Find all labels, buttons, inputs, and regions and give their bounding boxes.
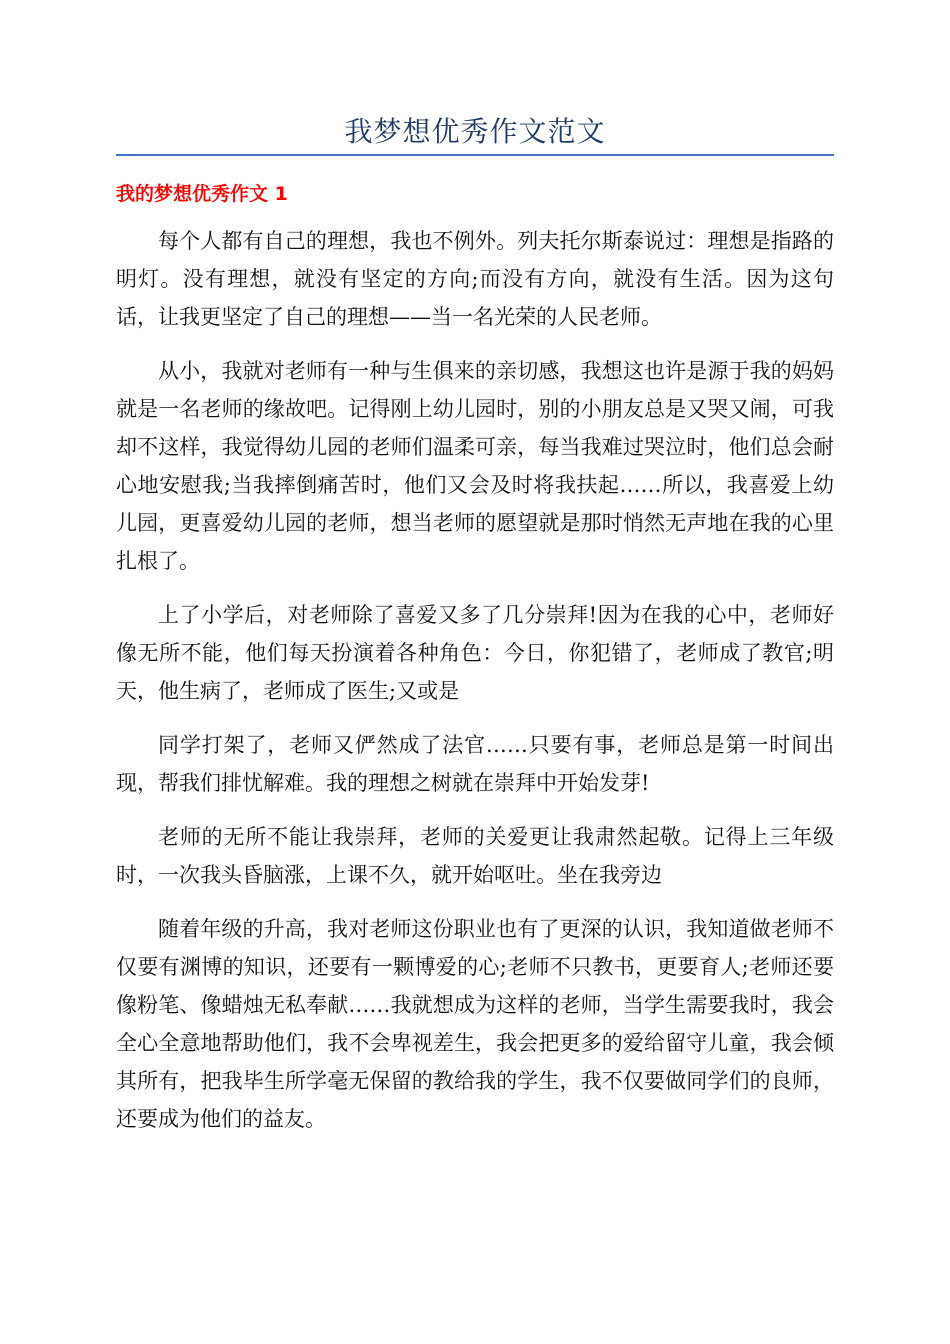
paragraph-3: 上了小学后，对老师除了喜爱又多了几分崇拜!因为在我的心中，老师好像无所不能，他们每天扮演着各种角色：今日，你犯错了，老师成了教官;明天，他生病了，老师成了医生;又或是	[116, 603, 834, 703]
document-title: 我梦想优秀作文范文	[344, 115, 606, 148]
paragraph-6: 随着年级的升高，我对老师这份职业也有了更深的认识，我知道做老师不仅要有渊博的知识，还要有一颗博爱的心;老师不只教书，更要育人;老师还要像粉笔、像蜡烛无私奉献……我就想成为这样的老师，当学生需要我时，我会全心全意地帮助他们，我不会卑视差生，我会把更多的爱给留守儿童，我会倾其所有，把我毕生所学毫无保留的教给我的学生，我不仅要做同学们的良师，还要成为他们的益友。	[116, 917, 834, 1131]
section-heading: 我的梦想优秀作文 1	[116, 183, 288, 205]
paragraph-5: 老师的无所不能让我崇拜，老师的关爱更让我肃然起敬。记得上三年级时，一次我头昏脑涨，上课不久，就开始呕吐。坐在我旁边	[116, 825, 834, 887]
paragraph-4: 同学打架了，老师又俨然成了法官……只要有事，老师总是第一时间出现，帮我们排忧解难。我的理想之树就在崇拜中开始发芽!	[116, 733, 834, 795]
paragraph-1: 每个人都有自己的理想，我也不例外。列夫托尔斯泰说过：理想是指路的明灯。没有理想，就没有坚定的方向;而没有方向，就没有生活。因为这句话，让我更坚定了自己的理想——当一名光荣的人民老师。	[116, 229, 834, 329]
title-underline	[116, 154, 834, 156]
essay-body	[116, 222, 834, 1154]
paragraph-2: 从小，我就对老师有一种与生俱来的亲切感，我想这也许是源于我的妈妈就是一名老师的缘故吧。记得刚上幼儿园时，别的小朋友总是又哭又闹，可我却不这样，我觉得幼儿园的老师们温柔可亲，每当我难过哭泣时，他们总会耐心地安慰我;当我摔倒痛苦时，他们又会及时将我扶起……所以，我喜爱上幼儿园，更喜爱幼儿园的老师，想当老师的愿望就是那时悄然无声地在我的心里扎根了。	[116, 359, 834, 573]
